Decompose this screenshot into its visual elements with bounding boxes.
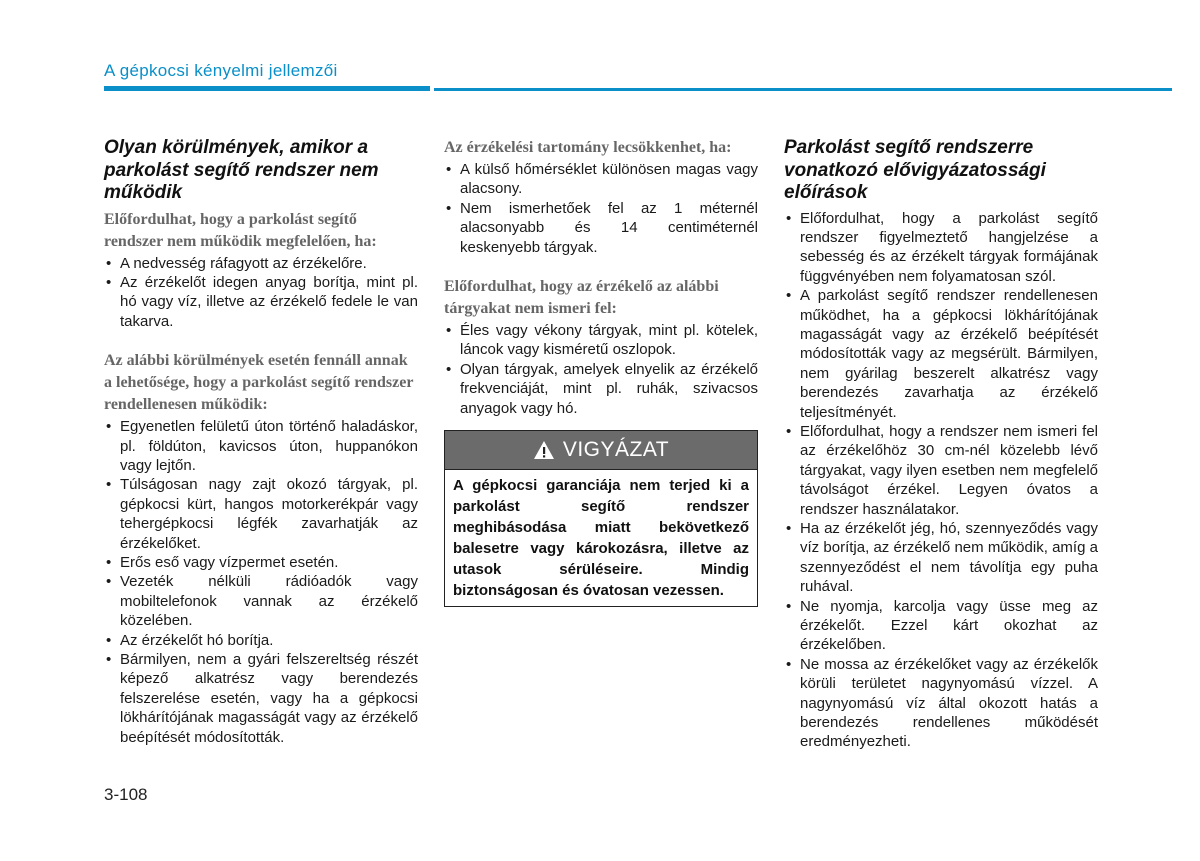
bullet-list xyxy=(444,160,758,257)
warning-text: A gépkocsi garanciája nem terjed ki a parkolást segítő rendszer meghibásodása miatt bekövetkező balesetre vagy károkozásra, illetve az utasok sérüléseire. Mindig biztonságosan és óvatosan vezessen. xyxy=(453,477,749,600)
subheading: Előfordulhat, hogy az érzékelő az alábbi tárgyakat nem ismeri fel: xyxy=(444,278,719,318)
bullet-list xyxy=(104,254,418,332)
list-item: • Előfordulhat, hogy a parkolást segítő rendszer figyelmeztető hangjelzése a sebesség és az érzékelt tárgyak formájának függvényében nem folyamatosan szól. xyxy=(784,209,1098,287)
warning-triangle-icon xyxy=(533,440,555,460)
list-item: • Olyan tárgyak, amelyek elnyelik az érzékelő frekvenciáját, mint pl. ruhák, szivacsos anyagok vagy hó. xyxy=(444,360,758,418)
section-title-operating-conditions: Olyan körülmények, amikor a parkolást segítő rendszer nem működik xyxy=(104,137,379,203)
column-2 xyxy=(444,137,758,607)
section-title-precautions: Parkolást segítő rendszerre vonatkozó elővigyázatossági előírások xyxy=(784,137,1046,203)
list-item: • Bármilyen, nem a gyári felszereltség részét képező alkatrész vagy berendezés felszerelése esetén, vagy ha a gépkocsi lökhárítójának magasságát vagy az érzékelő beépítését módosították. xyxy=(104,650,418,747)
header-rule xyxy=(434,88,1172,91)
list-item: • Vezeték nélküli rádióadók vagy mobiltelefonok vannak az érzékelő közelében. xyxy=(104,572,418,630)
column-1 xyxy=(104,137,418,747)
list-item: • A külső hőmérséklet különösen magas vagy alacsony. xyxy=(444,160,758,199)
list-item: • Az érzékelőt hó borítja. xyxy=(104,631,418,650)
bullet-list xyxy=(784,209,1098,752)
list-item: • Ne mossa az érzékelőket vagy az érzékelők körüli területet nagynyomású vízzel. A nagynyomású víz által okozott hatás a berendezés rendellenes működését eredményezheti. xyxy=(784,655,1098,752)
page-header-title: A gépkocsi kényelmi jellemzői xyxy=(104,61,338,80)
list-item: • Ne nyomja, karcolja vagy üsse meg az érzékelőt. Ezzel kárt okozhat az érzékelőben. xyxy=(784,597,1098,655)
subheading: Az alábbi körülmények esetén fennáll annak a lehetősége, hogy a parkolást segítő rendszer rendellenesen működik: xyxy=(104,352,414,414)
warning-box xyxy=(444,430,758,607)
list-item: • Éles vagy vékony tárgyak, mint pl. kötelek, láncok vagy kisméretű oszlopok. xyxy=(444,321,758,360)
bullet-list xyxy=(444,321,758,418)
list-item: • A parkolást segítő rendszer rendellenesen működhet, ha a gépkocsi lökhárítójának magasságát vagy az érzékelő beépítését módosították vagy az megsérült. Bármilyen, nem gyárilag beszerelt alkatrész vagy berendezés zavarhatja az érzékelő teljesítményét. xyxy=(784,286,1098,422)
list-item: • Előfordulhat, hogy a rendszer nem ismeri fel az érzékelőhöz 30 cm-nél közelebb lévő tárgyakat, vagy ilyen esetben nem megfelelő távolságot érzékel. Legyen óvatos a rendszer használatakor. xyxy=(784,422,1098,519)
bullet-list xyxy=(104,417,418,747)
list-item: • A nedvesség ráfagyott az érzékelőre. xyxy=(104,254,418,273)
list-item: • Ha az érzékelőt jég, hó, szennyeződés vagy víz borítja, az érzékelő nem működik, amíg a szennyeződést el nem távolítja egy puha ruhával. xyxy=(784,519,1098,597)
list-item: • Nem ismerhetőek fel az 1 méternél alacsonyabb és 14 centiméternél keskenyebb tárgyak. xyxy=(444,199,758,257)
header-accent-bar xyxy=(104,86,430,91)
column-3 xyxy=(784,137,1098,752)
list-item: • Egyenetlen felületű úton történő haladáskor, pl. földúton, kavicsos úton, huppanókon vagy lejtőn. xyxy=(104,417,418,475)
subheading: Az érzékelési tartomány lecsökkenhet, ha: xyxy=(444,139,732,156)
warning-header xyxy=(445,431,757,470)
list-item: • Túlságosan nagy zajt okozó tárgyak, pl. gépkocsi kürt, hangos motorkerékpár vagy tehergépkocsi légfék zavarhatják az érzékelőket. xyxy=(104,475,418,553)
page-number: 3-108 xyxy=(104,785,148,804)
warning-label: VIGYÁZAT xyxy=(562,438,670,462)
list-item: • Az érzékelőt idegen anyag borítja, mint pl. hó vagy víz, illetve az érzékelő fedele le van takarva. xyxy=(104,273,418,331)
subheading: Előfordulhat, hogy a parkolást segítő rendszer nem működik megfelelően, ha: xyxy=(104,210,377,250)
list-item: • Erős eső vagy vízpermet esetén. xyxy=(104,553,418,572)
